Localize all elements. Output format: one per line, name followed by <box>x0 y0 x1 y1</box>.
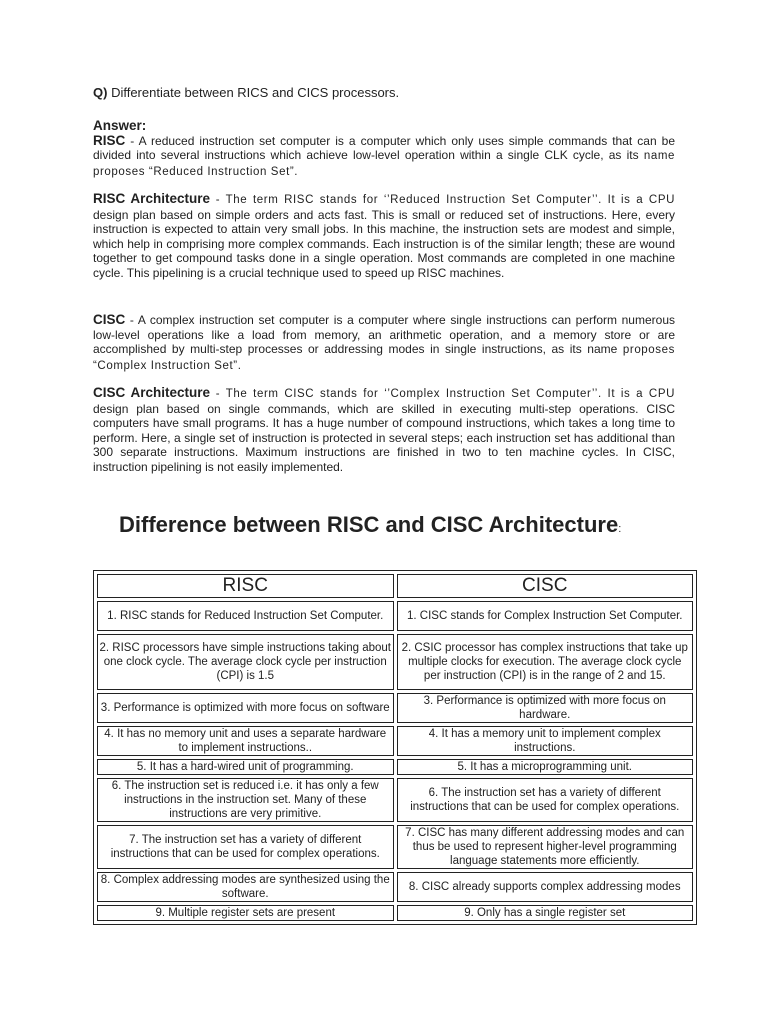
cisc-term: CISC <box>93 312 126 327</box>
risc-cell: 9. Multiple register sets are present <box>97 905 394 921</box>
risc-cell: 6. The instruction set is reduced i.e. it has only a few instructions in the instruction set. Many of these instructions are very primitive. <box>97 778 394 822</box>
risc-cell: 5. It has a hard-wired unit of programming. <box>97 759 394 775</box>
table-row <box>97 872 693 902</box>
header-cisc: CISC <box>397 574 694 598</box>
risc-architecture-term: RISC Architecture <box>93 191 210 206</box>
risc-cell: 4. It has no memory unit and uses a separate hardware to implement instructions.. <box>97 726 394 756</box>
question <box>93 86 675 101</box>
cisc-cell: 6. The instruction set has a variety of different instructions that can be used for complex operations. <box>397 778 694 822</box>
cisc-cell: 1. CISC stands for Complex Instruction Set Computer. <box>397 601 694 631</box>
cisc-architecture-text: design plan based on single commands, which are skilled in executing multi-step operations. CISC computers have small programs. It has a huge number of compound instructions, which takes a long time to perform. Here, a single set of instruction is protected in several steps; each instruction set has additional than 300 separate instructions. Maximum instructions are finished in two to ten machine cycles. In CISC, instruction pipelining is not easily implemented. <box>93 401 675 474</box>
table-row <box>97 905 693 921</box>
question-label: Q) <box>93 85 108 100</box>
cisc-cell: 7. CISC has many different addressing modes and can thus be used to represent higher-level programming language statements more efficiently. <box>397 825 694 869</box>
table-row <box>97 601 693 631</box>
answer-label: Answer: <box>93 117 147 133</box>
risc-architecture-text: design plan based on simple orders and acts fast. This is small or reduced set of instructions. Here, every instruction is expected to attain very small jobs. In this machine, the instruction sets are modest and simple, which help in comprising more complex commands. Each instruction is of the similar length; these are wound together to get compound tasks done in a single operation. Most commands are completed in one machine cycle. This pipelining is a crucial technique used to speed up RISC machines. <box>93 207 675 280</box>
cisc-cell: 5. It has a microprogramming unit. <box>397 759 694 775</box>
cisc-definition-text: - A complex instruction set computer is a computer where single instructions can perform numerous low-level operations like a load from memory, an arithmetic operation, and a memory store or are accomplished by multi-step processes or addressing modes in single instructions, as its name <box>93 313 675 356</box>
cisc-architecture-head: - The term CISC stands for ‘’Complex Instruction Set Computer’’. It is a CPU <box>210 388 675 400</box>
table-row <box>97 726 693 756</box>
table-row <box>97 778 693 822</box>
header-risc: RISC <box>97 574 394 598</box>
risc-definition <box>93 134 675 180</box>
risc-term: RISC <box>93 132 126 148</box>
comparison-heading <box>119 512 621 538</box>
risc-cell: 8. Complex addressing modes are synthesized using the software. <box>97 872 394 902</box>
table-row <box>97 693 693 723</box>
risc-cell: 3. Performance is optimized with more focus on software <box>97 693 394 723</box>
risc-cell: 2. RISC processors have simple instructions taking about one clock cycle. The average clock cycle per instruction (CPI) is 1.5 <box>97 634 394 690</box>
table-row <box>97 759 693 775</box>
comparison-heading-text: Difference between RISC and CISC Architecture <box>119 512 619 537</box>
risc-definition-text: - A reduced instruction set computer is a computer which only uses simple commands that can be divided into several instructions which achieve low-level operation within a single CLK cycle, as its <box>93 133 675 162</box>
risc-cell: 7. The instruction set has a variety of different instructions that can be used for complex operations. <box>97 825 394 869</box>
cisc-cell: 2. CSIC processor has complex instructions that take up multiple clocks for execution. The average clock cycle per instruction (CPI) is in the range of 2 and 15. <box>397 634 694 690</box>
document-body <box>93 86 675 487</box>
risc-architecture <box>93 192 675 280</box>
cisc-architecture-term: CISC Architecture <box>93 385 211 400</box>
cisc-cell: 8. CISC already supports complex addressing modes <box>397 872 694 902</box>
question-text: Differentiate between RICS and CICS processors. <box>107 85 400 100</box>
cisc-cell: 9. Only has a single register set <box>397 905 694 921</box>
risc-architecture-head: - The term RISC stands for ‘’Reduced Instruction Set Computer’’. It is a CPU <box>209 194 675 206</box>
cisc-cell: 4. It has a memory unit to implement complex instructions. <box>397 726 694 756</box>
table-row <box>97 825 693 869</box>
risc-cell: 1. RISC stands for Reduced Instruction Set Computer. <box>97 601 394 631</box>
comparison-table <box>93 570 697 925</box>
cisc-definition-tail: proposes “Complex Instruction Set”. <box>93 344 675 372</box>
risc-definition-tail: name proposes “Reduced Instruction Set”. <box>93 150 675 178</box>
cisc-cell: 3. Performance is optimized with more focus on hardware. <box>397 693 694 723</box>
comparison-heading-colon: : <box>618 523 622 535</box>
cisc-definition <box>93 313 675 373</box>
cisc-architecture <box>93 386 675 474</box>
table-row <box>97 634 693 690</box>
table-header-row <box>97 574 693 598</box>
